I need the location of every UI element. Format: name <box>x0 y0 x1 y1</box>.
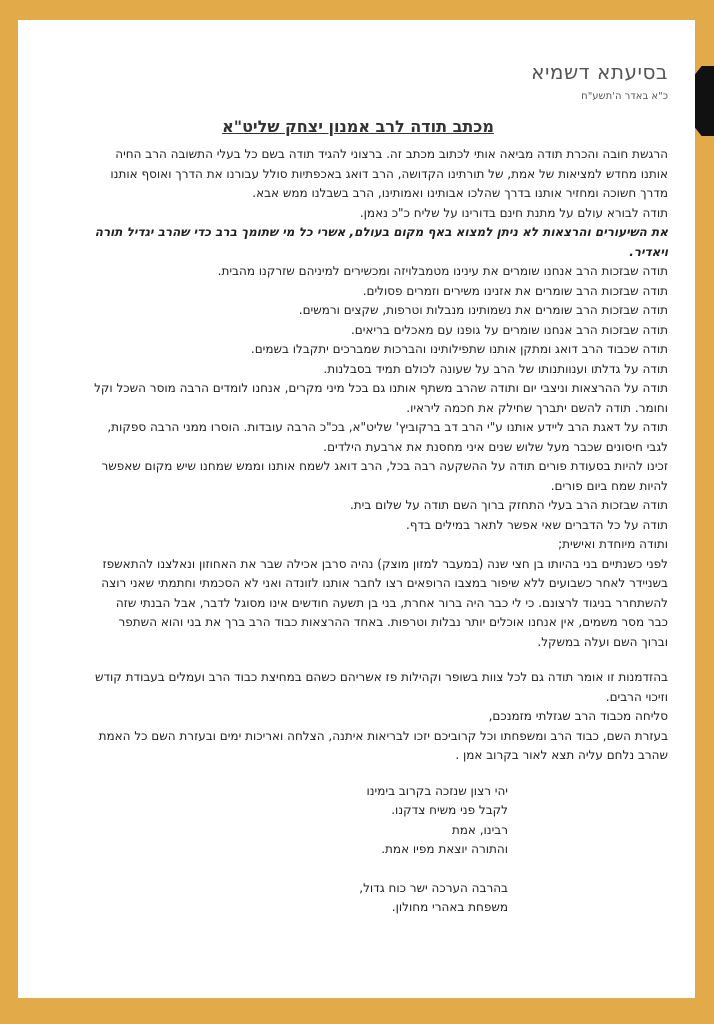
blessing-line: יהי רצון שנזכה בקרוב בימינו <box>366 783 508 798</box>
closing-line: בהזדמנות זו אומר תודה גם לכל צוות בשופר וקהילות פז אשריהם כשהם במחיצת כבוד הרב ועמלים בעבודת קודש <box>94 670 668 684</box>
blessing-line: רבינו, אמת <box>451 822 508 837</box>
body-line: תודה שבזכות הרב בעלי התחזק ברוך השם תודה על שלום בית. <box>349 498 668 512</box>
paragraph-gap <box>58 652 668 668</box>
body-line: בשניידר לאחר כשבועים ללא שיפור במצבו הרופאים רצו לחבר אותנו לזונדה ואני לא הסכמתי וחתמתי שאני רוצה <box>101 576 668 590</box>
body-line-emphasis: ויאדיר. <box>629 244 668 259</box>
body-line: תודה שכבוד הרב דואג ומתקן אותנו שתפילותינו והברכות שמברכים יתקבלו בשמים. <box>250 342 668 356</box>
body-line: וחומר. תודה להשם יתברך שחילק את חכמה ליראיו. <box>406 400 668 415</box>
document-title: מכתב תודה לרב אמנון יצחק שליט"א <box>222 117 494 136</box>
body-line: תודה על כל הדברים שאי אפשר לתאר במילים בדף. <box>405 517 668 532</box>
closing-line: בעזרת השם, כבוד הרב ומשפחתו וכל קרוביכם יזכו לבריאות איתנה, הצלחה ואריכות ימים ובעזרת השם כל האמת <box>98 728 668 743</box>
body-line: וברוך השם ועלה במשקל. <box>537 634 668 649</box>
header-title: בסיעתא דשמיא <box>531 60 668 84</box>
body-line: תודה על דאגת הרב ליידע אותנו ע"י הרב דב ברקוביץ' שליט"א, בכ"כ הרבה עובדות. הוסרו ממני הרבה ספקות, <box>107 420 668 434</box>
signature-gap <box>58 860 508 879</box>
closing-line: שהרב נלחם עליה תצא לאור בקרוב אמן . <box>455 748 668 762</box>
blessing-block <box>58 782 508 918</box>
body-line: תודה שבזכות הרב אנחנו שומרים את עינינו מטמבלויזה ומכשירים למיניהם שזרקנו מהבית. <box>217 264 668 278</box>
body-line: תודה שבזכות הרב שומרים את נשמותינו מנבלות וטרפות, שקצים ורמשים. <box>298 303 668 317</box>
body-line: זכינו להיות בסעודת פורים תודה על ההשקעה רבה בכל, הרב דואג לשמח אותנו וממש שמחנו שיש מקום שאפשר <box>101 459 668 473</box>
signature-line: משפחת באהרי מחולון. <box>391 900 508 914</box>
body-line: תודה שבזכות הרב אנחנו שומרים על גופנו עם מאכלים בריאים. <box>350 322 668 337</box>
signature-line: בהרבה הערכה ישר כוח גדול, <box>359 880 508 895</box>
body-line: להיות שמח ביום פורים. <box>550 478 668 493</box>
body-line: כבר מסר משמים, אין אנחנו אוכלים יותר נבלות וטרפות. באחד ההרצאות כבוד הרב ברך את בני והוא השתפר <box>118 615 668 629</box>
body-line: תודה שבזכות הרב שומרים את אזנינו משירים וזמרים פסולים. <box>362 283 668 298</box>
body-line: מדרך חשוכה ומחזיר אותנו בדרך שהלכו אבותינו ואמותינו, הרב בשבלנו ממש אבא. <box>252 186 668 200</box>
body-line: תודה על ההרצאות וניצבי יום ותודה שהרב משתף אותנו גם בכל מיני מקרים, אנחנו לומדים הרבה מוסר השכל וקל <box>94 381 668 395</box>
blessing-line: לקבל פני משיח צדקנו. <box>391 803 508 817</box>
body-line: הרגשת חובה והכרת תודה מביאה אותי לכתוב מכתב זה. ברצוני להגיד תודה בשם כל בעלי התשובה הרב החיה <box>115 147 668 161</box>
body-line: לפני כשנתיים בני בהיותו בן חצי שנה (במעבר למזון מוצק) נהיה סרבן אכילה שבר את האחוזון ונאלצנו להתאשפז <box>102 556 668 571</box>
page-edge-tab <box>695 66 714 136</box>
letter-body <box>58 145 668 766</box>
body-line: תודה לבורא עולם על מתנת חינם בדורינו על שליח כ"כ נאמן. <box>359 205 668 220</box>
body-line: להשתחרר בניגוד לרצונם. כי לי כבר היה ברור אחרת, בני בן תשעה חודשים אינו מסוגל לדבר, אבל הבנתי שזה <box>115 595 668 610</box>
letter-content <box>58 60 668 918</box>
closing-line: וזיכוי הרבים. <box>605 689 668 704</box>
header-date: כ"א באדר ה'תשע"ח <box>581 91 668 102</box>
letter-page <box>18 20 695 998</box>
closing-line: סליחה מכבוד הרב שגזלתי מזמנכם, <box>488 709 668 723</box>
body-line-emphasis: את השיעורים והרצאות לא ניתן למצוא באף מקום בעולם, אשרי כל מי שתומך ברב כדי שהרב יגדיל תורה <box>94 225 668 239</box>
body-line: אותנו מחדש למציאות של אמת, של תורתינו הקדושה, הרב דואג באכפתיות סולל עבורנו את הדרך ואוסף אותנו <box>110 166 668 181</box>
body-line: תודה על גדלתו וענוותנותו של הרב על שעונה לכולם תמיד בסבלנות. <box>323 361 668 376</box>
body-line: ותודה מיוחדת ואישית; <box>558 537 668 551</box>
blessing-line: והתורה יוצאת מפיו אמת. <box>381 842 508 856</box>
body-line: לגבי חיסונים שכבר מעל שלוש שנים איני מחסנת את ארבעת הילדים. <box>323 439 668 454</box>
